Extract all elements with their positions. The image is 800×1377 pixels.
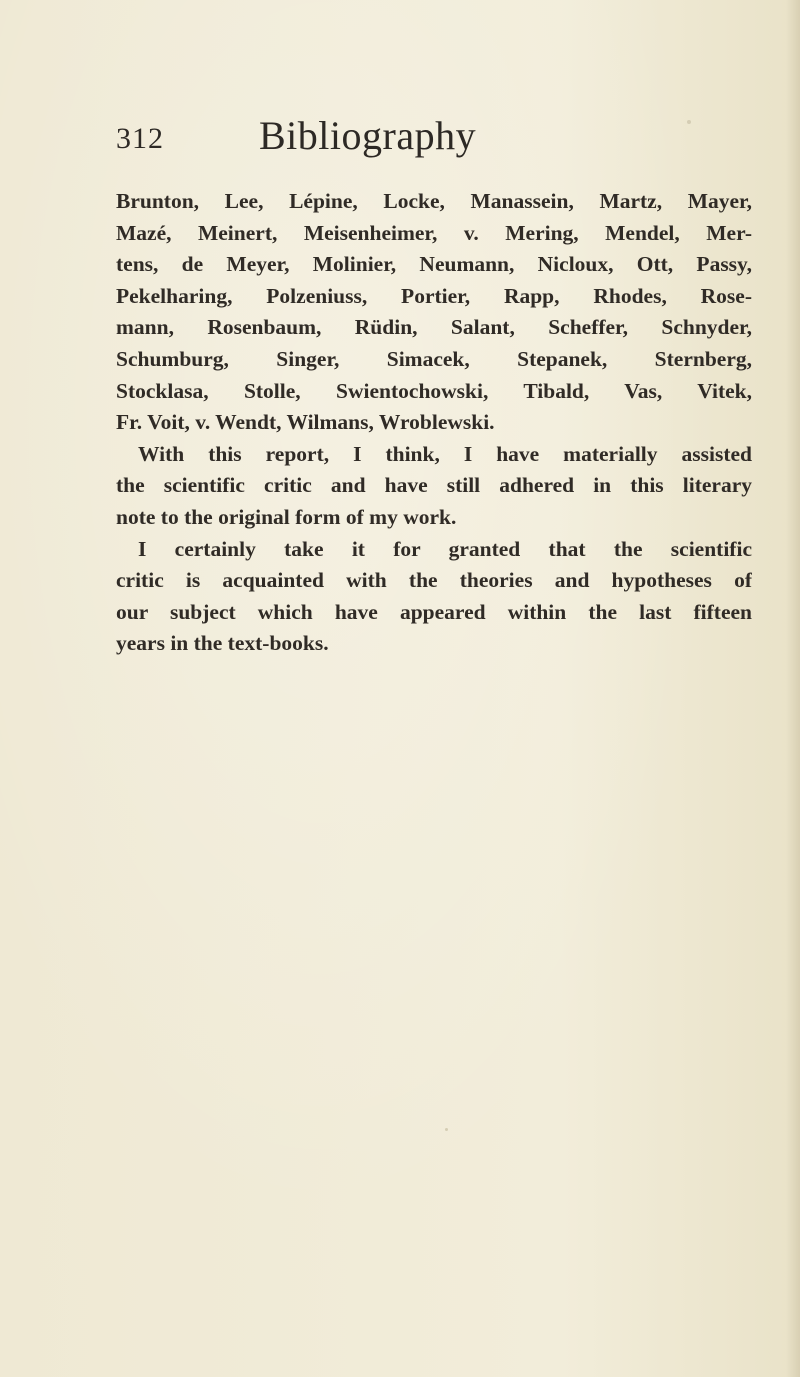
text-line: With this report, I think, I have materially assisted [138, 441, 752, 466]
text-line: tens, de Meyer, Molinier, Neumann, Nicloux, Ott, Passy, [116, 252, 752, 277]
page-header [116, 112, 716, 172]
text-line: Fr. Voit, v. Wendt, Wilmans, Wroblewski. [116, 410, 495, 435]
text-line: Pekelharing, Polzeniuss, Portier, Rapp, Rhodes, Rose- [116, 283, 752, 308]
body-text [116, 186, 752, 660]
page-edge-shadow [786, 0, 800, 1377]
text-line: Brunton, Lee, Lépine, Locke, Manassein, Martz, Mayer, [116, 189, 752, 213]
running-title: Bibliography [259, 113, 477, 158]
text-line: Stocklasa, Stolle, Swientochowski, Tibald, Vas, Vitek, [116, 378, 752, 403]
text-line: mann, Rosenbaum, Rüdin, Salant, Scheffer, Schnyder, [116, 315, 752, 340]
text-line: our subject which have appeared within the last fifteen [116, 599, 752, 624]
text-line: I certainly take it for granted that the scientific [138, 536, 752, 561]
text-line: critic is acquainted with the theories and hypotheses of [116, 568, 752, 593]
text-line: Schumburg, Singer, Simacek, Stepanek, Sternberg, [116, 346, 752, 371]
text-line: years in the text-books. [116, 631, 329, 656]
page-number: 312 [116, 122, 164, 155]
text-line: Mazé, Meinert, Meisenheimer, v. Mering, Mendel, Mer- [116, 220, 752, 245]
text-line: the scientific critic and have still adhered in this literary [116, 473, 752, 498]
paper-speck [445, 1128, 448, 1131]
paper-speck [687, 120, 691, 124]
text-line: note to the original form of my work. [116, 504, 457, 529]
